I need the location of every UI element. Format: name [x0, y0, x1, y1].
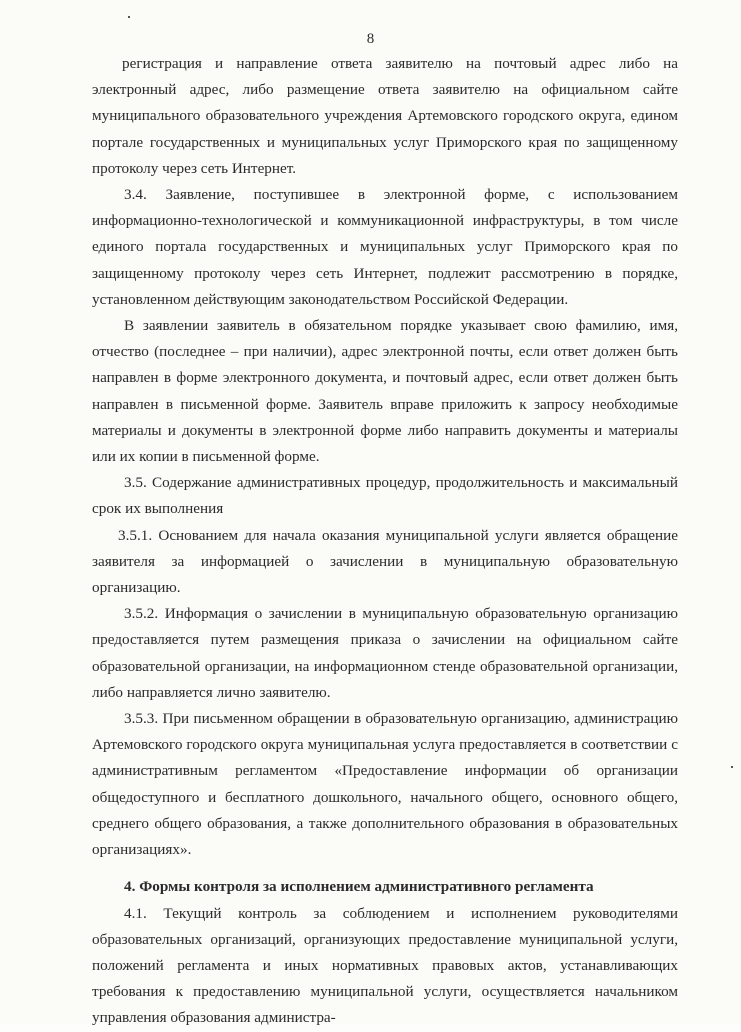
page-number: 8: [366, 31, 375, 47]
scan-speck: [128, 16, 130, 18]
document-body: [92, 51, 678, 1032]
paragraph-3-5: 3.5. Содержание административных процедур, продолжительность и максимальный срок их выполнения: [92, 474, 678, 518]
paragraph-3-5-3: 3.5.3. При письменном обращении в образовательную организацию, администрацию Артемовского городского округа муниципальная услуга предоставляется в соответствии с административным регламентом «Предоставление информации об организации общедоступного и бесплатного дошкольного, начального общего, основного общего, среднего общего образования, а также дополнительного образования в образовательных организациях».: [92, 710, 678, 859]
paragraph-application-details: В заявлении заявитель в обязательном порядке указывает свою фамилию, имя, отчество (последнее – при наличии), адрес электронной почты, если ответ должен быть направлен в форме электронного документа, и почтовый адрес, если ответ должен быть направлен в письменной форме. Заявитель вправе приложить к запросу необходимые материалы и документы в электронной форме либо направить документы и материалы или их копии в письменной форме.: [92, 317, 678, 466]
scan-speck: [731, 766, 733, 768]
paragraph-3-5-1: 3.5.1. Основанием для начала оказания муниципальной услуги является обращение заявителя за информацией о зачислении в муниципальную образовательную организацию.: [92, 526, 678, 597]
paragraph-registration: регистрация и направление ответа заявителю на почтовый адрес либо на электронный адрес, либо размещение ответа заявителю на официальном сайте муниципального образовательного учреждения Артемовского городского округа, едином портале государственных и муниципальных услуг Приморского края по защищенному протоколу через сеть Интернет.: [92, 55, 678, 177]
paragraph-3-4: 3.4. Заявление, поступившее в электронной форме, с использованием информационно-технологической и коммуникационной инфраструктуры, в том числе единого портала государственных и муниципальных услуг Приморского края по защищенному протоколу через сеть Интернет, подлежит рассмотрению в порядке, установленном действующим законодательством Российской Федерации.: [92, 186, 678, 308]
paragraph-3-5-2: 3.5.2. Информация о зачислении в муниципальную образовательную организацию предоставляется путем размещения приказа о зачислении на официальном сайте образовательной организации, на информационном стенде образовательной организации, либо направляется лично заявителю.: [92, 605, 678, 701]
paragraph-4-1: 4.1. Текущий контроль за соблюдением и исполнением руководителями образовательных организаций, организующих предоставление муниципальной услуги, положений регламента и иных нормативных правовых актов, устанавливающих требования к предоставлению муниципальной услуги, осуществляется начальником управления образования администра-: [92, 904, 678, 1027]
section-4-heading: 4. Формы контроля за исполнением административного регламента: [124, 878, 594, 896]
